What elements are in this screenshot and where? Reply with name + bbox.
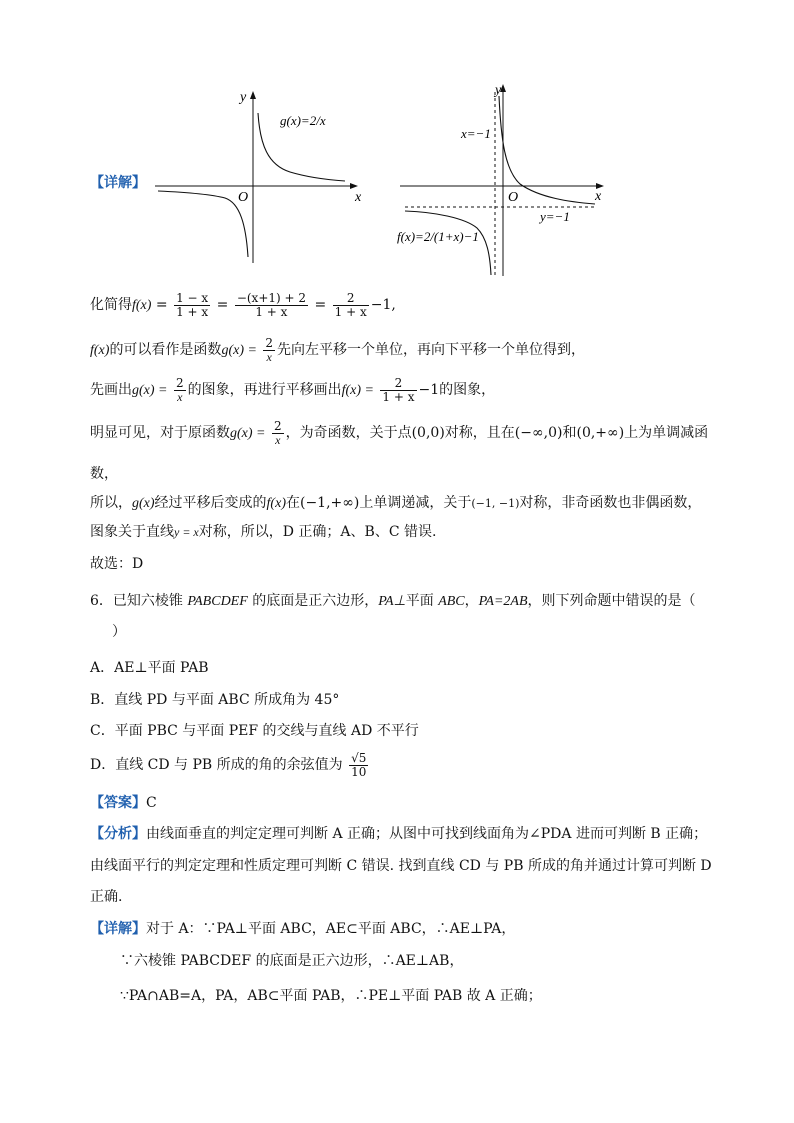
analysis-line-2: 由线面平行的判定定理和性质定理可判断 C 错误. 找到直线 CD 与 PB 所成的角并通过计算可判断 D (90, 858, 712, 874)
analysis-line-3: 正确. (90, 889, 123, 905)
graph-g-of-x (150, 85, 365, 265)
option-a: A．AE⊥平面 PAB (90, 660, 209, 676)
text-line-7: 图象关于直线y = x对称，所以，D 正确；A、B、C 错误. (90, 524, 437, 540)
question-6-stem-close: ） (112, 624, 126, 640)
detail-heading-tag: 【详解】 (90, 175, 146, 191)
graph2-x-asymptote-label: x=−1 (461, 126, 491, 141)
graph2-y-asymptote-label: y=−1 (540, 209, 570, 224)
graph2-x-label: x (595, 189, 602, 204)
text-line-8: 故选：D (90, 556, 144, 572)
text-line-5: 数， (90, 466, 118, 482)
question-6-stem: 6．已知六棱锥 PABCDEF 的底面是正六边形，PA⊥平面 ABC，PA=2AB，则下列命题中错误的是（ (90, 593, 696, 609)
text-line-1: 化简得f(x) = $\frac{1 - x}{1 + x}$ = $\frac{-(x+1) + 2}{1 + x}$ = $\frac{2}{1 + x}$ −1, (90, 291, 396, 319)
detail-line-2: ∵六棱锥 PABCDEF 的底面是正六边形，∴AE⊥AB， (120, 953, 464, 969)
graph1-origin-label: O (238, 190, 249, 205)
text-line-6: 所以，g(x)经过平移后变成的f(x)在(−1,+∞)上单调递减，关于(−1, −1)对称，非奇函数也非偶函数， (90, 495, 702, 511)
analysis-line-1: 【分析】由线面垂直的判定定理可判断 A 正确；从图中可找到线面角为∠PDA 进而可判断 B 正确； (90, 826, 708, 842)
detail-line-1: 【详解】对于 A：∵PA⊥平面 ABC，AE⊂平面 ABC，∴AE⊥PA， (90, 921, 516, 937)
text-line-2: f(x)的可以看作是函数g(x) = $\frac{2}{x}$ 先向左平移一个单位，再向下平移一个单位得到， (90, 336, 586, 364)
graph2-y-label: y (495, 83, 502, 98)
text-line-3: 先画出g(x) = $\frac{2}{x}$ 的图象，再进行平移画出f(x) = $\frac{2}{1 + x}$ −1的图象， (90, 376, 496, 404)
option-b: B．直线 PD 与平面 ABC 所成角为 45° (90, 692, 340, 708)
graph1-x-label: x (355, 190, 362, 205)
graph1-y-label: y (240, 90, 247, 105)
option-c: C．平面 PBC 与平面 PEF 的交线与直线 AD 不平行 (90, 723, 419, 739)
graph1-func-label: g(x)=2/x (280, 113, 326, 128)
text-line-4: 明显可见，对于原函数g(x) = $\frac{2}{x}$ ，为奇函数，关于点(0,0)对称，且在(−∞,0)和(0,+∞)上为单调减函 (90, 419, 709, 447)
option-d: D．直线 CD 与 PB 所成的角的余弦值为 $\frac{√5}{10}$ (90, 751, 367, 779)
graph2-origin-label: O (508, 190, 519, 205)
detail-line-3: ∵PA∩AB=A，PA，AB⊂平面 PAB，∴PE⊥平面 PAB 故 A 正确； (120, 988, 542, 1004)
answer-line: 【答案】C (90, 795, 157, 811)
graph-f-of-x (395, 80, 610, 280)
graph2-func-label: f(x)=2/(1+x)−1 (397, 229, 479, 244)
